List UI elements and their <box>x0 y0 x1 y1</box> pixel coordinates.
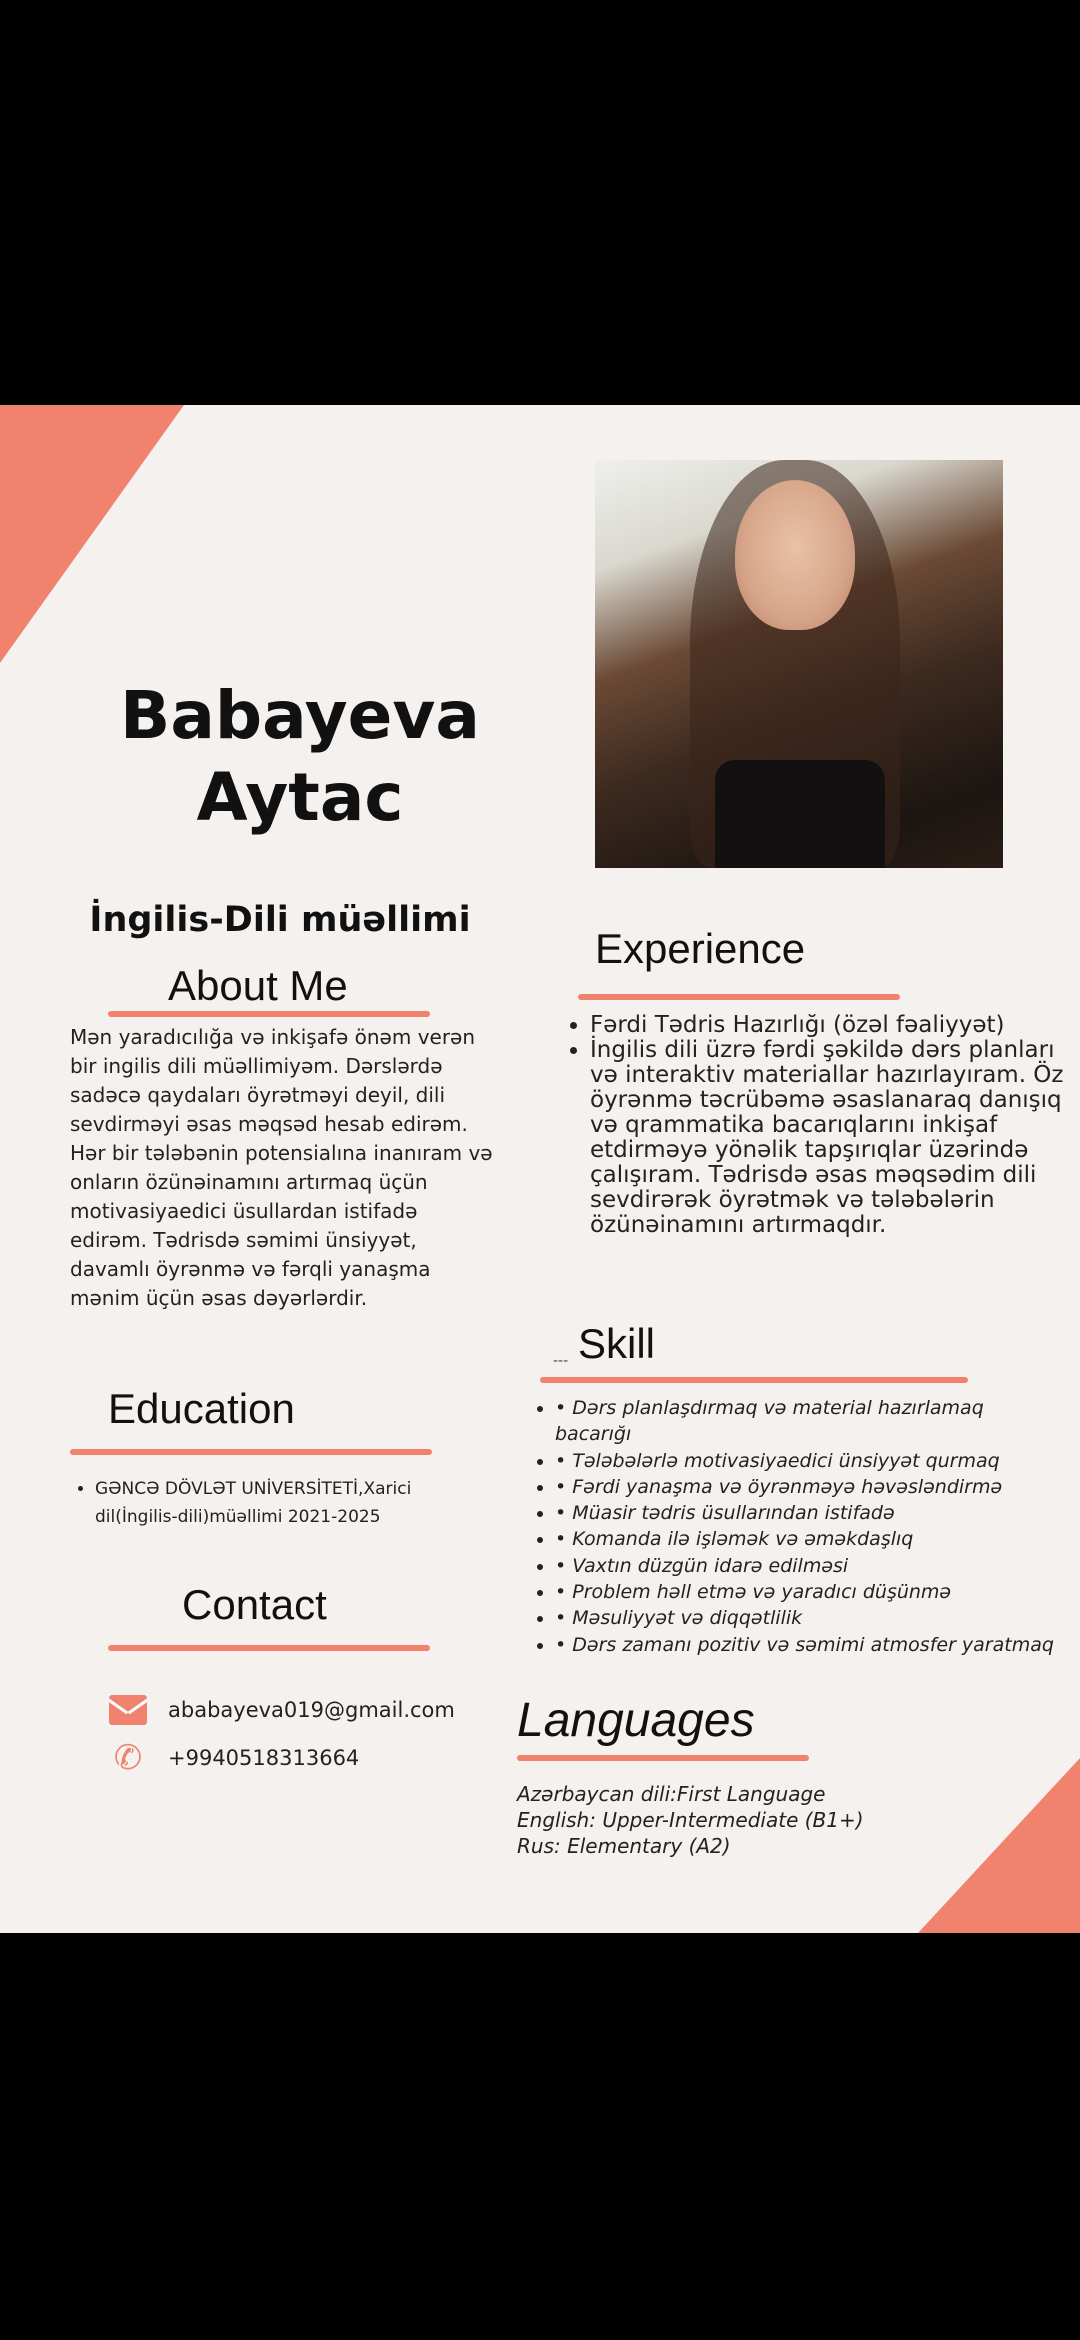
contact-underline <box>108 1645 430 1651</box>
experience-list <box>560 1013 1070 1238</box>
skill-item: • • Tələbələrlə motivasiyaedici ünsiyyət qurmaq <box>555 1448 1055 1474</box>
language-item: Rus: Elementary (A2) <box>517 1834 731 1858</box>
skill-heading: Skill <box>578 1320 656 1367</box>
skill-dash: --- <box>553 1353 569 1369</box>
skill-item: • • Vaxtın düzgün idarə edilməsi <box>555 1553 1055 1579</box>
phone-icon: ✆ <box>113 1738 143 1778</box>
education-item: • GƏNCƏ DÖVLƏT UNİVERSİTETİ,Xarici dil(İngilis-dili)müəllimi 2021-2025 <box>95 1475 435 1531</box>
resume-page <box>0 405 1080 1933</box>
decorative-triangle-top-left <box>0 405 184 663</box>
about-heading: About Me <box>168 962 348 1009</box>
education-list <box>75 1475 435 1531</box>
name-line-second: Aytac <box>196 759 404 836</box>
about-text: Mən yaradıcılığa və inkişafə önəm verən bir ingilis dili müəllimiyəm. Dərslərdə sadəcə qaydaları öyrətməyi deyil, dili sevdirməyi əsas məqsəd hesab edirəm. Hər bir tələbənin potensialına inanıram və onların özünəinamını artırmaq üçün motivasiyaedici üsullardan istifadə edirəm. Tədrisdə səmimi ünsiyyət, davamlı öyrənmə və fərqli yanaşma mənim üçün əsas dəyərlərdir. <box>70 1025 493 1310</box>
person-name <box>120 675 480 839</box>
job-title: İngilis-Dili müəllimi <box>89 900 471 940</box>
skill-item: • • Komanda ilə işləmək və əməkdaşlıq <box>555 1526 1055 1552</box>
envelope-icon <box>108 1693 148 1727</box>
languages-underline <box>517 1755 809 1761</box>
skill-list <box>530 1395 1055 1658</box>
skill-item: • • Dərs zamanı pozitiv və səmimi atmosfer yaratmaq <box>555 1632 1055 1658</box>
skill-item: • • Problem həll etmə və yaradıcı düşünmə <box>555 1579 1055 1605</box>
skill-item: • • Məsuliyyət və diqqətlilik <box>555 1605 1055 1631</box>
experience-item: • İngilis dili üzrə fərdi şəkildə dərs planları və interaktiv materiallar hazırlayıram. Öz öyrənmə təcrübəmə əsaslanaraq danışıq və qrammatika bacarıqlarını inkişaf etdirməyə yönəlik tapşırıqlar üzərində çalışıram. Tədrisdə əsas məqsədim dili sevdirərək öyrətmək və tələbələrin özünəinamını artırmaqdır. <box>590 1038 1070 1238</box>
language-item: Azərbaycan dili:First Language <box>517 1782 826 1806</box>
experience-item: • Fərdi Tədris Hazırlığı (özəl fəaliyyət) <box>590 1013 1070 1038</box>
profile-photo <box>595 460 1003 868</box>
experience-underline <box>578 994 900 1000</box>
skill-item: • • Dərs planlaşdırmaq və material hazırlamaq bacarığı <box>555 1395 1055 1448</box>
contact-phone-row[interactable] <box>108 1738 360 1778</box>
name-line-first: Babayeva <box>120 677 480 754</box>
decorative-triangle-bottom-right <box>918 1758 1080 1933</box>
skill-underline <box>540 1377 968 1383</box>
languages-heading: Languages <box>517 1694 755 1747</box>
contact-email[interactable]: ababayeva019@gmail.com <box>168 1698 455 1722</box>
contact-heading: Contact <box>182 1581 327 1628</box>
about-underline <box>108 1011 430 1017</box>
skill-item: • • Fərdi yanaşma və öyrənməyə həvəsləndirmə <box>555 1474 1055 1500</box>
education-heading: Education <box>108 1385 295 1432</box>
skill-item: • • Müasir tədris üsullarından istifadə <box>555 1500 1055 1526</box>
contact-phone[interactable]: +9940518313664 <box>168 1746 360 1770</box>
experience-heading: Experience <box>595 925 806 972</box>
education-underline <box>70 1449 432 1455</box>
contact-email-row[interactable] <box>108 1693 455 1727</box>
languages-list <box>517 1781 864 1859</box>
language-item: English: Upper-Intermediate (B1+) <box>517 1808 864 1832</box>
